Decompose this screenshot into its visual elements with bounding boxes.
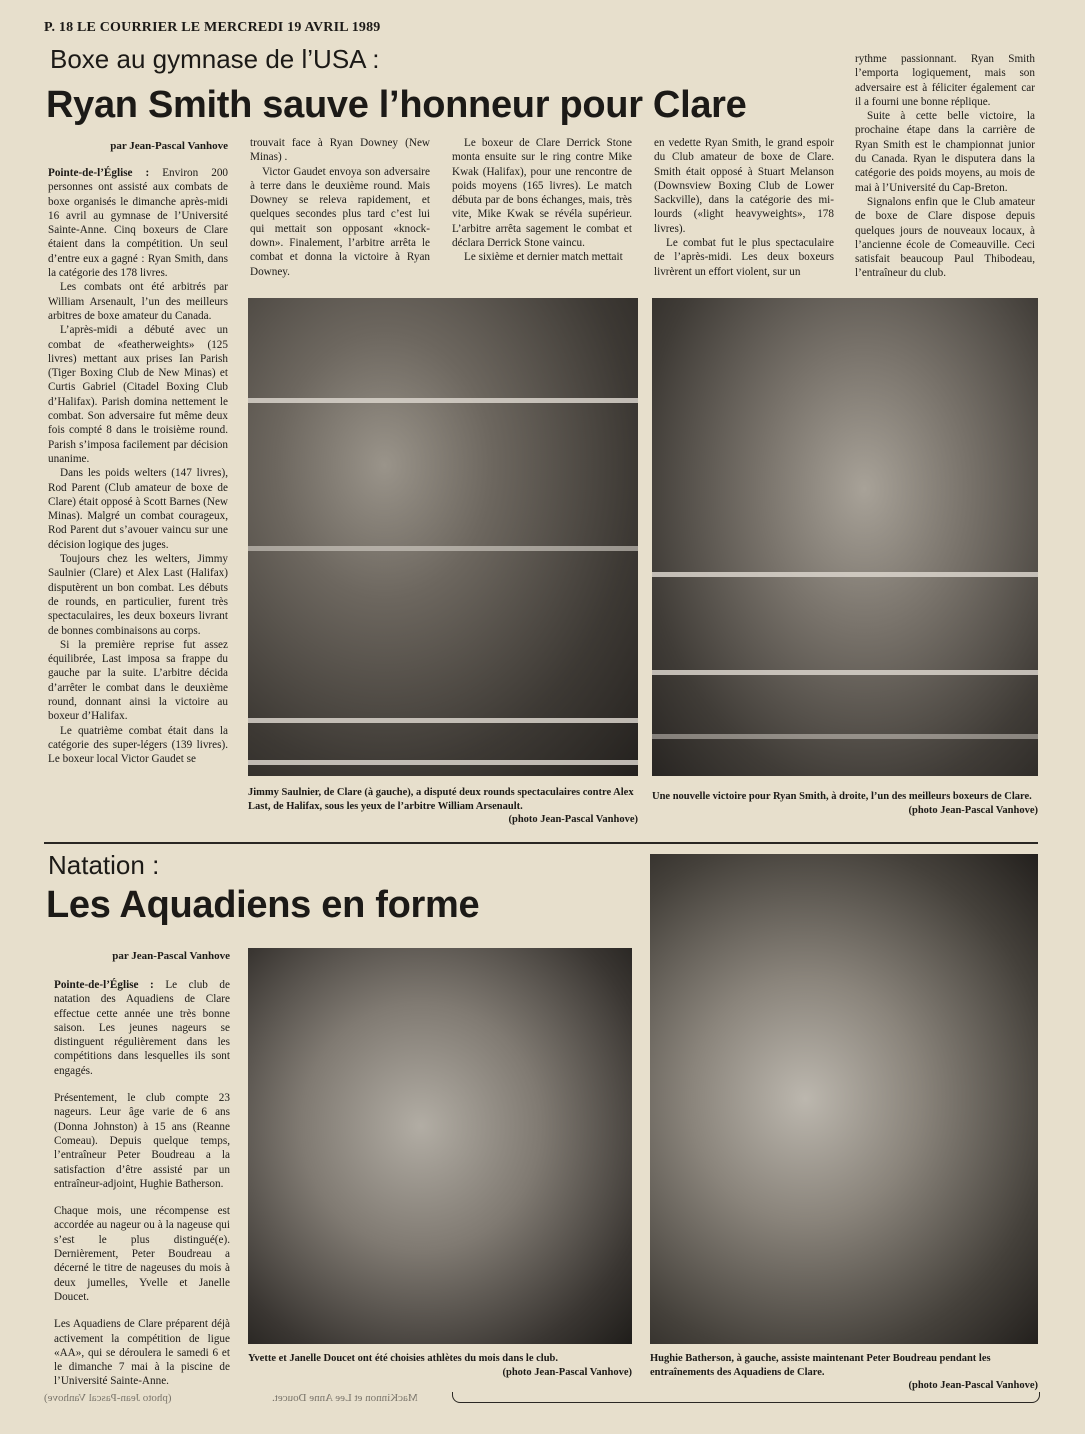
bleed-through-middle: MacKinnon et Lee Anne Doucet. bbox=[272, 1392, 418, 1404]
dateline-2: Pointe-de-l’Église : bbox=[54, 979, 154, 991]
article1-column-4: en vedette Ryan Smith, le grand espoir du Club amateur de boxe de Clare. Smith était opposé à Stuart Melanson (Downsview Boxing Club de Lower Sackville), dans la catégorie des mi-lourds («light heavyweights», 178 livres). Le combat fut le plus spectaculaire de l’après-midi. Les deux boxeurs livrèrent un effort violent, sur un bbox=[654, 137, 834, 278]
article2-headline: Les Aquadiens en forme bbox=[46, 884, 480, 926]
photo3-caption: Yvette et Janelle Doucet ont été choisies athlètes du mois dans le club. (photo Jean-Pascal Vanhove) bbox=[248, 1353, 632, 1378]
article1-kicker: Boxe au gymnase de l’USA : bbox=[50, 44, 380, 74]
photo3-credit: (photo Jean-Pascal Vanhove) bbox=[502, 1366, 632, 1378]
photo1-credit: (photo Jean-Pascal Vanhove) bbox=[508, 814, 638, 825]
article2-column: Pointe-de-l’Église : Le club de natation des Aquadiens de Clare effectue cette année une très bonne saison. Les jeunes nageurs se distinguent régulièrement dans les compétitions dans lesquelles ils sont engagés. Présentement, le club compte 23 nageurs. Leur âge varie de 6 ans (Donna Johnston) à 15 ans (Reanne Comeau). Depuis quelque temps, l’entraîneur Peter Boudreau a la satisfaction d’être assisté par un entraîneur-adjoint, Hughie Batherson. Chaque mois, une récompense est accordée au nageur ou à la nageuse qui s’est le plus distingué(e). Dernièrement, Peter Boudreau a décerné le titre de nageuses du mois à deux jumelles, Yvelle et Janelle Doucet. Les Aquadiens de Clare préparent déjà activement la compétition de ligue «AA», qui se déroulera le samedi 6 et le dimanche 7 mai à la piscine de l’Université Sainte-Anne. bbox=[54, 979, 230, 1388]
footer-bracket bbox=[452, 1392, 1040, 1403]
photo2-credit: (photo Jean-Pascal Vanhove) bbox=[908, 804, 1038, 816]
photo-boxing-victory bbox=[652, 298, 1038, 776]
article2-byline: par Jean-Pascal Vanhove bbox=[112, 950, 230, 962]
dateline: Pointe-de-l’Église : bbox=[48, 167, 150, 179]
photo-swimmers bbox=[248, 948, 632, 1344]
article1-column-3: Le boxeur de Clare Derrick Stone monta ensuite sur le ring contre Mike Kwak (Halifax), pour une rencontre de poids moyens (165 livres). Le match débuta par de bons échanges, mais, très vite, Mike Kwak se révéla supérieur. L’arbitre arrêta sagement le combat et déclara Derrick Stone vaincu. Le sixième et dernier match mettait bbox=[452, 137, 632, 264]
article1-column-2: trouvait face à Ryan Downey (New Minas) . Victor Gaudet envoya son adversaire à terre dans le deuxième round. Mais Downey se releva rapidement, et quelques secondes plus tard c’est lui qui mettait son opposant «knock-down». Finalement, l’arbitre arrêta le combat et donna la victoire à Ryan Downey. bbox=[250, 137, 430, 278]
article2-kicker: Natation : bbox=[48, 850, 160, 880]
photo-coaches bbox=[650, 854, 1038, 1344]
article1-column-1: Pointe-de-l’Église : Environ 200 personnes ont assisté aux combats de boxe organisés le dimanche après-midi 16 avril au gymnase de l’Université Sainte-Anne. Cinq boxeurs de Clare étaient dans la compétition. Un seul d’entre eux a gagné : Ryan Smith, dans la catégorie des 178 livres. Les combats ont été arbitrés par William Arsenault, l’un des meilleurs arbitres de boxe amateur du Canada. L’après-midi a débuté avec un combat de «featherweights» (125 livres) mettant aux prises Ian Parish (Tiger Boxing Club de New Minas) et Curtis Gabriel (Citadel Boxing Club d’Halifax). Parish domina nettement le combat. Son adversaire fut même deux fois compté 8 dans le troisième round. Parish s’imposa facilement par décision unanime. Dans les poids welters (147 livres), Rod Parent (Club amateur de boxe de Clare) était opposé à Scott Barnes (New Minas). Malgré un combat courageux, Rod Parent dut s’avouer vaincu sur une décision logique des juges. Toujours chez les welters, Jimmy Saulnier (Clare) et Alex Last (Halifax) disputèrent un bon combat. Les débuts de rounds, en particulier, furent très spectaculaires, les deux boxeurs livrant de bonnes combinaisons au corps. Si la première reprise fut assez équilibrée, Last imposa sa frappe du gauche par la suite. L’arbitre décida d’arrêter le combat dans le deuxième round, donnant ainsi la victoire au boxeur d’Halifax. Le quatrième combat était dans la catégorie des super-légers (139 livres). Le boxeur local Victor Gaudet se bbox=[48, 167, 229, 766]
page-header: P. 18 LE COURRIER LE MERCREDI 19 AVRIL 1989 bbox=[44, 20, 381, 35]
bleed-through-left: (photo Jean-Pascal Vanhove) bbox=[44, 1392, 172, 1404]
article1-headline: Ryan Smith sauve l’honneur pour Clare bbox=[46, 84, 747, 126]
photo1-caption: Jimmy Saulnier, de Clare (à gauche), a disputé deux rounds spectaculaires contre Alex Last, de Halifax, sous les yeux de l’arbitre William Arsenault. (photo Jean-Pascal Vanhove) bbox=[248, 787, 638, 825]
section-divider bbox=[44, 842, 1038, 844]
article1-byline: par Jean-Pascal Vanhove bbox=[110, 140, 228, 152]
article1-column-5: rythme passionnant. Ryan Smith l’emporta logiquement, mais son adversaire est à féliciter également car il a fourni une bonne réplique. Suite à cette belle victoire, la prochaine étape dans la carrière de Ryan Smith est le championnat junior du Canada. Ryan le disputera dans la catégorie des poids moyens, au mois de mai à l’Université du Cap-Breton. Signalons enfin que le Club amateur de boxe de Clare dispose depuis quelques jours de nouveaux locaux, à l’ancienne école de Comeauville. Ceci satisfait beaucoup Paul Thibodeau, l’entraîneur du club. bbox=[855, 53, 1035, 280]
photo2-caption: Une nouvelle victoire pour Ryan Smith, à droite, l’un des meilleurs boxeurs de Clare. (photo Jean-Pascal Vanhove) bbox=[652, 791, 1038, 816]
photo4-credit: (photo Jean-Pascal Vanhove) bbox=[908, 1380, 1038, 1391]
photo-boxing-match bbox=[248, 298, 638, 776]
photo4-caption: Hughie Batherson, à gauche, assiste maintenant Peter Boudreau pendant les entraînements des Aquadiens de Clare. (photo Jean-Pascal Vanhove) bbox=[650, 1353, 1038, 1391]
